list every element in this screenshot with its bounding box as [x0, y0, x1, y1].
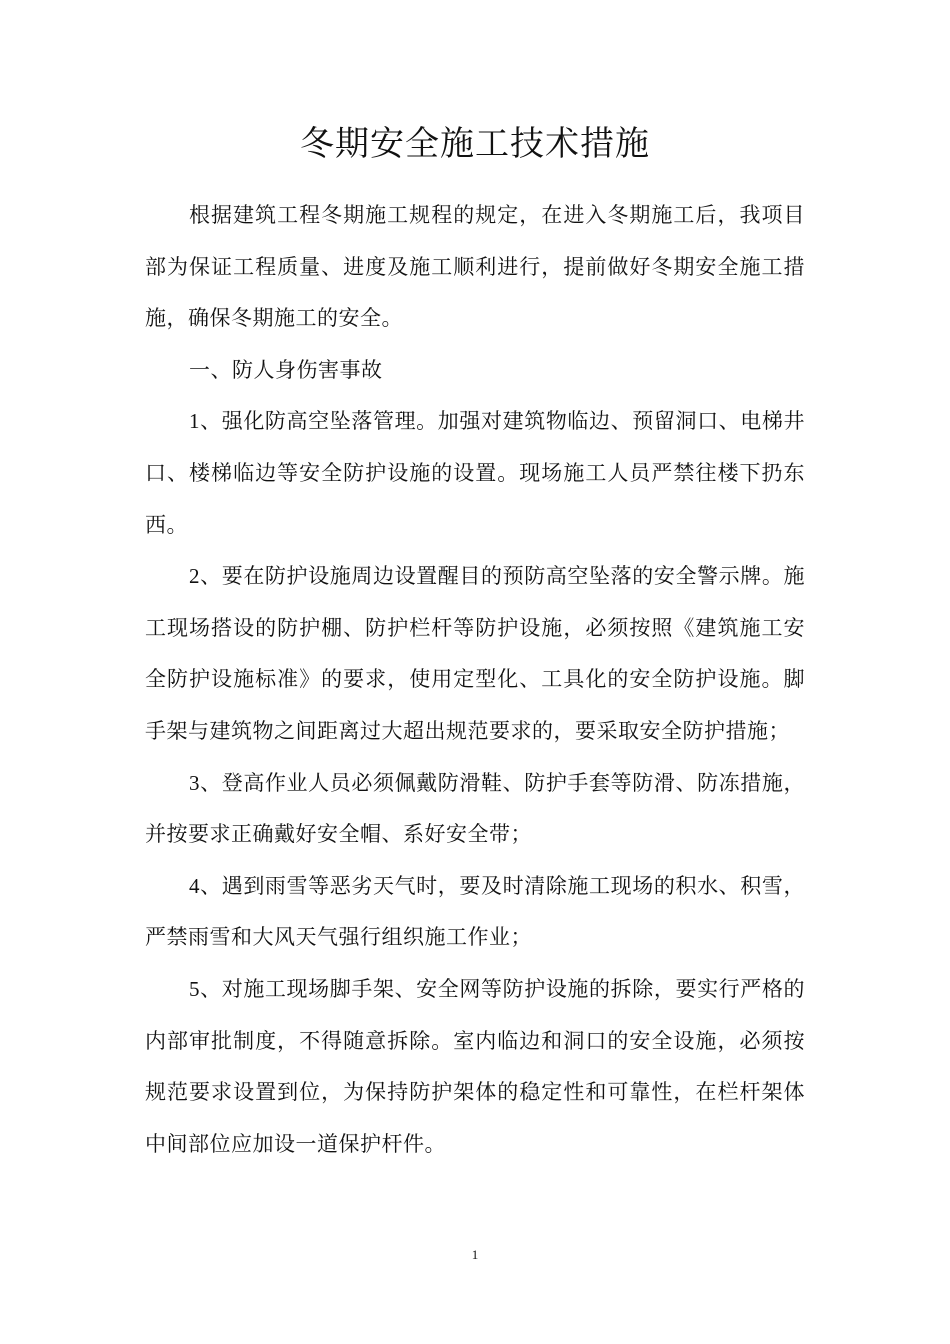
list-item-3 [145, 758, 805, 861]
item-number: 4 [189, 873, 200, 898]
section-heading [145, 345, 805, 397]
document-body [145, 190, 805, 1170]
item-number: 2 [189, 564, 200, 589]
list-item-4 [145, 861, 805, 964]
list-item-2 [145, 551, 805, 757]
list-item-1 [145, 396, 805, 551]
document-title: 冬期安全施工技术措施 [300, 124, 650, 164]
item-number: 3 [189, 770, 200, 795]
paragraph-text: 、遇到雨雪等恶劣天气时，要及时清除施工现场的积水、积雪，严禁雨雪和大风天气强行组织施工作业； [145, 873, 805, 950]
paragraph-text: 根据建筑工程冬期施工规程的规定，在进入冬期施工后，我项目部为保证工程质量、进度及施工顺利进行，提前做好冬期安全施工措施，确保冬期施工的安全。 [145, 203, 805, 331]
item-number: 1 [189, 409, 200, 434]
paragraph-text: 一、防人身伤害事故 [189, 357, 383, 382]
item-number: 5 [189, 976, 200, 1001]
list-item-5 [145, 964, 805, 1170]
paragraph-text: 、登高作业人员必须佩戴防滑鞋、防护手套等防滑、防冻措施，并按要求正确戴好安全帽、系好安全带； [145, 770, 805, 847]
paragraph-intro [145, 190, 805, 345]
paragraph-text: 、要在防护设施周边设置醒目的预防高空坠落的安全警示牌。施工现场搭设的防护棚、防护栏杆等防护设施，必须按照《建筑施工安全防护设施标准》的要求，使用定型化、工具化的安全防护设施。脚手架与建筑物之间距离过大超出规范要求的，要采取安全防护措施； [145, 564, 805, 743]
page-number: 1 [471, 1247, 479, 1262]
paragraph-text: 、强化防高空坠落管理。加强对建筑物临边、预留洞口、电梯井口、楼梯临边等安全防护设施的设置。现场施工人员严禁往楼下扔东西。 [145, 409, 805, 537]
paragraph-text: 、对施工现场脚手架、安全网等防护设施的拆除，要实行严格的内部审批制度，不得随意拆除。室内临边和洞口的安全设施，必须按规范要求设置到位，为保持防护架体的稳定性和可靠性，在栏杆架体中间部位应加设一道保护杆件。 [145, 976, 805, 1156]
